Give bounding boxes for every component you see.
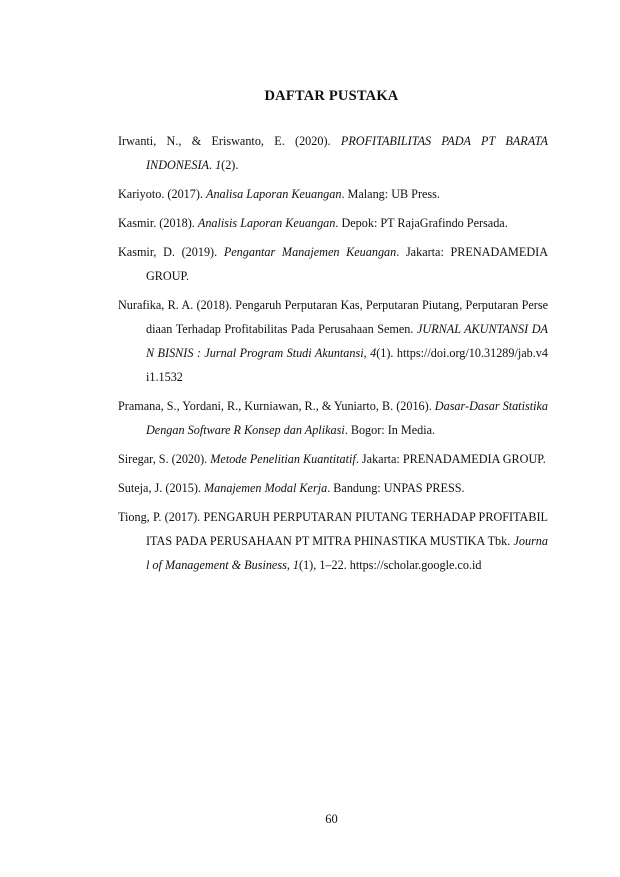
- reference-item: [118, 129, 548, 177]
- reference-volume: 1: [215, 158, 222, 172]
- reference-title: Dasar-Dasar Statistika Dengan Software R Konsep dan Aplikasi: [146, 399, 548, 437]
- reference-text: .: [208, 158, 216, 172]
- reference-title: JURNAL AKUNTANSI DAN BISNIS : Jurnal Program Studi Akuntansi: [146, 322, 548, 360]
- reference-text: Tiong, P. (2017). PENGARUH PERPUTARAN PIUTANG TERHADAP PROFITABILITAS PADA PERUSAHAAN PT MITRA PHINASTIKA MUSTIKA Tbk.: [118, 510, 548, 548]
- reference-title: PROFITABILITAS PADA PT BARATA INDONESIA: [146, 134, 548, 172]
- reference-text: Suteja, J. (2015).: [118, 481, 204, 495]
- reference-title: Journal of Management & Business: [146, 534, 548, 572]
- reference-text: . Depok: PT RajaGrafindo Persada.: [335, 216, 508, 230]
- reference-item: [118, 211, 548, 235]
- reference-item: [118, 505, 548, 577]
- reference-text: . Jakarta: PRENADAMEDIA GROUP.: [146, 245, 548, 283]
- reference-title: Analisis Laporan Keuangan: [197, 216, 336, 230]
- reference-text: Nurafika, R. A. (2018). Pengaruh Perputaran Kas, Perputaran Piutang, Perputaran Persediaan Terhadap Profitabilitas Pada Perusahaan Semen.: [118, 298, 548, 336]
- reference-item: [118, 240, 548, 288]
- reference-text: ,: [286, 558, 293, 572]
- reference-text: Pramana, S., Yordani, R., Kurniawan, R., & Yuniarto, B. (2016).: [118, 399, 435, 413]
- reference-text: Kasmir. (2018).: [118, 216, 198, 230]
- reference-item: [118, 447, 548, 471]
- reference-title: Metode Penelitian Kuantitatif: [210, 452, 356, 466]
- reference-text: . Bandung: UNPAS PRESS.: [327, 481, 465, 495]
- reference-item: [118, 182, 548, 206]
- reference-text: Kariyoto. (2017).: [118, 187, 207, 201]
- page-number: 60: [325, 812, 338, 826]
- reference-item: [118, 293, 548, 389]
- reference-text: (2).: [221, 158, 239, 172]
- reference-text: Kasmir, D. (2019).: [118, 245, 224, 259]
- reference-title: Analisa Laporan Keuangan: [206, 187, 342, 201]
- reference-list: [118, 129, 548, 582]
- reference-title: Manajemen Modal Kerja: [203, 481, 328, 495]
- reference-volume: 4: [370, 346, 377, 360]
- reference-text: . Malang: UB Press.: [341, 187, 440, 201]
- reference-title: Pengantar Manajemen Keuangan: [223, 245, 397, 259]
- reference-text: ,: [363, 346, 371, 360]
- reference-text: (1). https://doi.org/10.31289/jab.v4i1.1532: [146, 346, 548, 384]
- reference-volume: 1: [292, 558, 300, 572]
- reference-text: . Jakarta: PRENADAMEDIA GROUP.: [355, 452, 546, 466]
- page-title: DAFTAR PUSTAKA: [264, 88, 399, 104]
- reference-item: [118, 394, 548, 442]
- reference-item: [118, 476, 548, 500]
- reference-text: (1), 1–22. https://scholar.google.co.id: [299, 558, 482, 572]
- reference-text: Siregar, S. (2020).: [118, 452, 211, 466]
- reference-text: . Bogor: In Media.: [344, 423, 436, 437]
- reference-text: Irwanti, N., & Eriswanto, E. (2020).: [118, 134, 341, 148]
